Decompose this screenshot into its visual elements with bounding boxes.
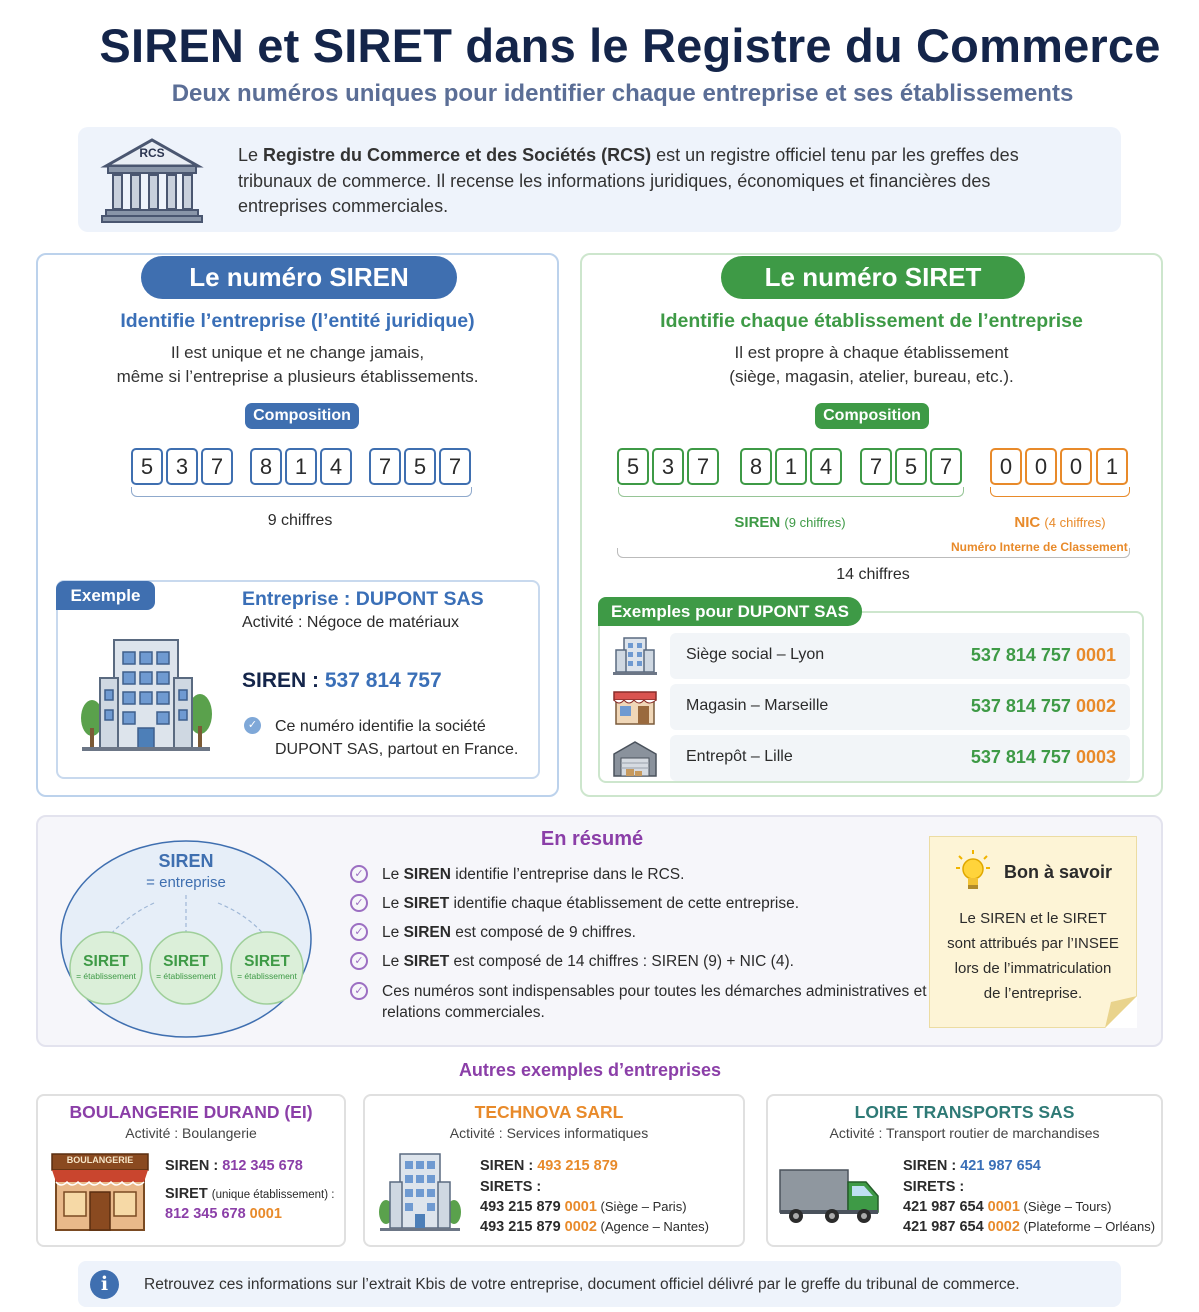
card-siren: SIREN : 421 987 654 xyxy=(903,1158,1041,1174)
office-building-icon xyxy=(78,634,214,752)
digit-box: 0 xyxy=(990,448,1022,485)
digit-box: 3 xyxy=(652,448,684,485)
digit-box: 4 xyxy=(320,448,352,485)
truck-icon xyxy=(778,1166,882,1226)
siret-example-row: Magasin – Marseille 537 814 757 0002 xyxy=(670,684,1130,730)
check-circle-icon: ✓ xyxy=(350,923,368,941)
diagram-siret-sub: = établissement xyxy=(237,971,297,981)
card-sirets-label: SIRETS : xyxy=(903,1179,965,1195)
note-text: Le SIREN et le SIRET sont attribués par l’INSEE lors de l’immatriculation de l’entreprise. xyxy=(947,910,1119,1002)
digit-box: 1 xyxy=(775,448,807,485)
siren-subheading: Identifie l’entreprise (l’entité juridique) xyxy=(120,310,475,332)
footer-text: Retrouvez ces informations sur l’extrait Kbis de votre entreprise, document officiel délivré par le greffe du tribunal de commerce. xyxy=(144,1276,1020,1293)
digit-box: 0 xyxy=(1025,448,1057,485)
card-siren: SIREN : 493 215 879 xyxy=(480,1158,618,1174)
siret-examples-tag: Exemples pour DUPONT SAS xyxy=(598,597,862,626)
digit-box: 5 xyxy=(895,448,927,485)
siren-count-label: 9 chiffres xyxy=(267,512,333,529)
rcs-icon-label: RCS xyxy=(139,146,165,160)
diagram-siren-label: SIREN xyxy=(158,851,214,871)
card-sirets-label: SIRETS : xyxy=(480,1179,542,1195)
diagram-siren-sub: = entreprise xyxy=(146,874,226,891)
siret-siren-part-label: SIREN (9 chiffres) xyxy=(734,514,846,531)
card-siret-line: 493 215 879 0001 (Siège – Paris) xyxy=(480,1199,687,1215)
example-note: Ce numéro identifie la société DUPONT SAS, partout en France. xyxy=(275,718,519,758)
digit-box: 8 xyxy=(250,448,282,485)
example-siren: SIREN : 537 814 757 xyxy=(242,669,442,692)
card-siret-line: 493 215 879 0002 (Agence – Nantes) xyxy=(480,1219,709,1235)
intro-text: Le Registre du Commerce et des Sociétés (RCS) est un registre officiel tenu par les greffes des tribunaux de commerce. Il recense les informations juridiques, économiques et financières des entreprises commerciales. xyxy=(238,145,1019,216)
digit-box: 0 xyxy=(1060,448,1092,485)
digit-box: 7 xyxy=(930,448,962,485)
siret-composition-tag: Composition xyxy=(815,403,929,429)
siret-description: Il est propre à chaque établissement (siège, magasin, atelier, bureau, etc.). xyxy=(729,343,1014,386)
check-circle-icon: ✓ xyxy=(350,982,368,1000)
card-name: LOIRE TRANSPORTS SAS xyxy=(854,1102,1075,1122)
digit-box: 7 xyxy=(369,448,401,485)
siren-heading: Le numéro SIREN xyxy=(141,256,457,299)
card-siret-line: 421 987 654 0002 (Plateforme – Orléans) xyxy=(903,1219,1156,1235)
check-circle-icon: ✓ xyxy=(350,952,368,970)
warehouse-icon xyxy=(612,738,658,780)
diagram-siret-sub: = établissement xyxy=(76,971,136,981)
digit-box: 4 xyxy=(810,448,842,485)
shop-icon xyxy=(612,686,658,728)
diagram-siret-label: SIRET xyxy=(244,953,290,970)
info-icon: i xyxy=(90,1270,119,1299)
diagram-siret-label: SIRET xyxy=(163,953,209,970)
digit-box: 5 xyxy=(617,448,649,485)
digit-box: 5 xyxy=(404,448,436,485)
lightbulb-icon xyxy=(956,850,990,892)
example-activity: Activité : Négoce de matériaux xyxy=(242,614,459,631)
summary-title: En résumé xyxy=(540,828,644,850)
digit-box: 7 xyxy=(860,448,892,485)
headquarters-icon xyxy=(612,634,658,676)
digit-box: 3 xyxy=(166,448,198,485)
check-circle-icon: ✓ xyxy=(350,894,368,912)
digit-box: 7 xyxy=(687,448,719,485)
siret-total-label: 14 chiffres xyxy=(836,566,910,583)
siret-heading: Le numéro SIRET xyxy=(721,256,1025,299)
shop-sign: BOULANGERIE xyxy=(66,1155,134,1165)
card-activity: Activité : Transport routier de marchandises xyxy=(829,1125,1100,1141)
card-siret: SIRET (unique établissement) : xyxy=(165,1186,335,1202)
siret-example-row: Siège social – Lyon 537 814 757 0001 xyxy=(670,633,1130,679)
example-company: Entreprise : DUPONT SAS xyxy=(242,588,484,610)
others-title: Autres exemples d’entreprises xyxy=(458,1060,722,1080)
digit-box: 1 xyxy=(285,448,317,485)
digit-box: 5 xyxy=(131,448,163,485)
siren-composition-tag: Composition xyxy=(245,403,359,429)
card-name: BOULANGERIE DURAND (EI) xyxy=(69,1102,313,1122)
siret-nic-part-label: NIC (4 chiffres) xyxy=(1014,514,1106,531)
diagram-siret-sub: = établissement xyxy=(156,971,216,981)
digit-box: 1 xyxy=(1096,448,1128,485)
office-building-icon xyxy=(378,1150,462,1232)
example-tag: Exemple xyxy=(56,581,155,610)
card-activity: Activité : Services informatiques xyxy=(449,1125,649,1141)
check-icon: ✓ xyxy=(244,717,261,734)
card-activity: Activité : Boulangerie xyxy=(125,1125,257,1141)
diagram-siret-label: SIRET xyxy=(83,953,129,970)
card-name: TECHNOVA SARL xyxy=(474,1102,624,1122)
siret-example-row: Entrepôt – Lille 537 814 757 0003 xyxy=(670,735,1130,781)
card-siret-line: 421 987 654 0001 (Siège – Tours) xyxy=(903,1199,1112,1215)
page-title: SIREN et SIRET dans le Registre du Commerce xyxy=(99,19,1161,72)
nic-meaning: Numéro Interne de Classement xyxy=(951,540,1128,554)
check-circle-icon: ✓ xyxy=(350,865,368,883)
card-siret-value: 812 345 678 0001 xyxy=(165,1206,282,1222)
siret-subheading: Identifie chaque établissement de l’entreprise xyxy=(660,310,1083,332)
digit-box: 8 xyxy=(740,448,772,485)
digit-box: 7 xyxy=(439,448,471,485)
card-siren: SIREN : 812 345 678 xyxy=(165,1158,303,1174)
note-title: Bon à savoir xyxy=(1004,862,1113,882)
page-subtitle: Deux numéros uniques pour identifier chaque entreprise et ses établissements xyxy=(171,80,1074,107)
siren-description: Il est unique et ne change jamais, même si l’entreprise a plusieurs établissements. xyxy=(116,343,479,386)
digit-box: 7 xyxy=(201,448,233,485)
